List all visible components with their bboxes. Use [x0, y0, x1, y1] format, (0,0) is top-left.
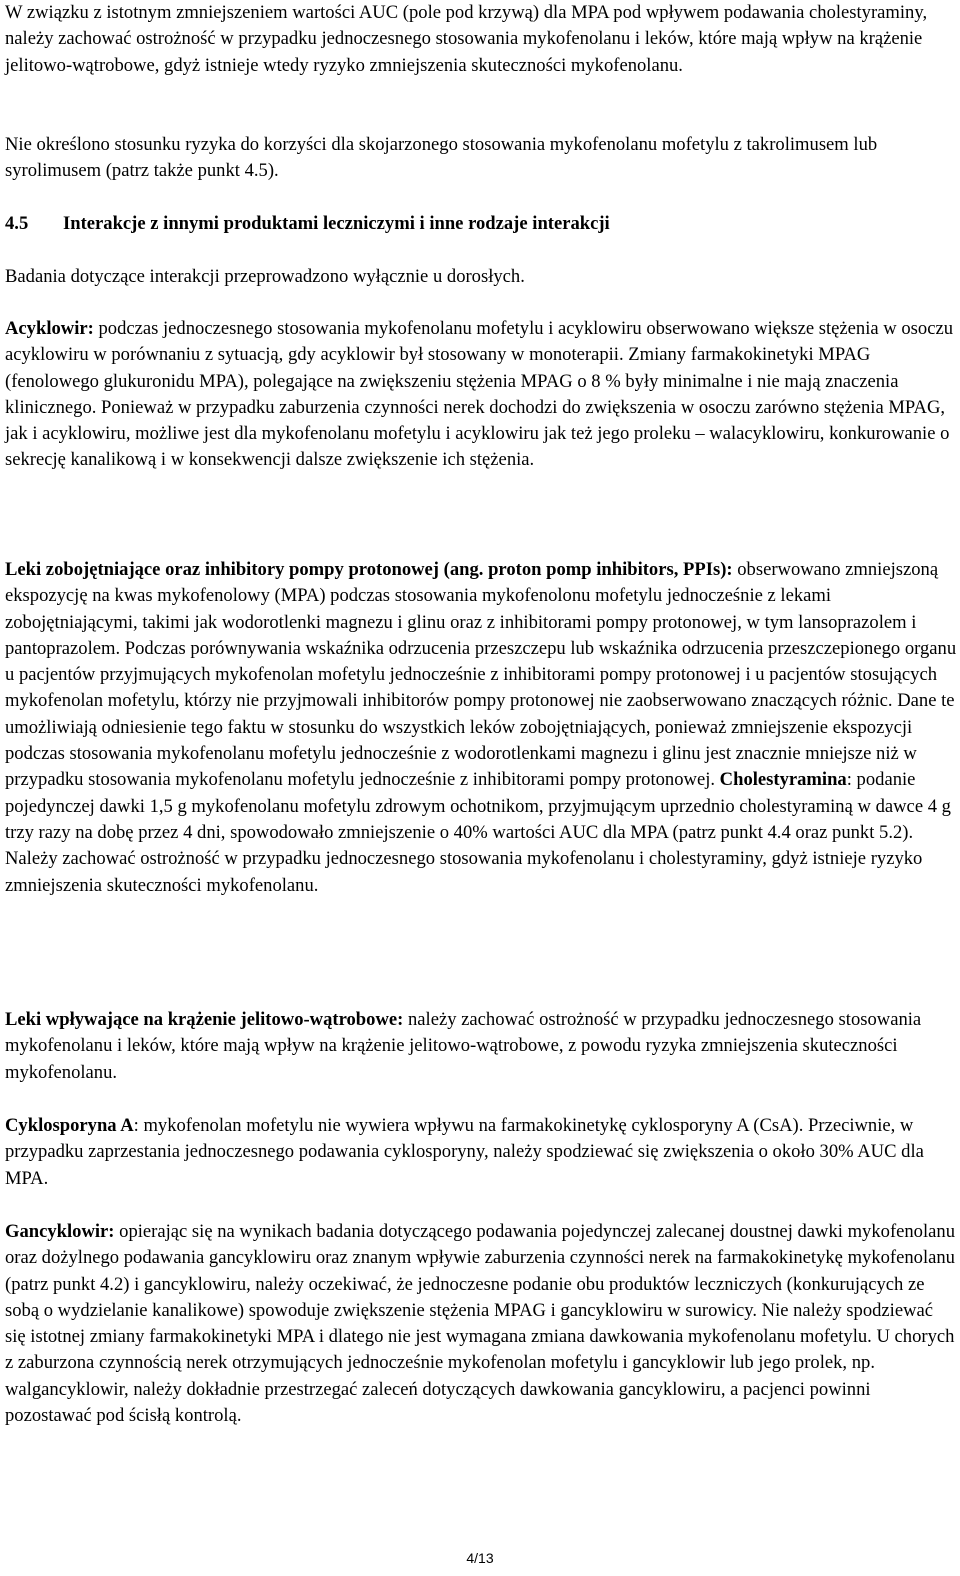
gancyklowir-label: Gancyklowir: [5, 1221, 115, 1242]
paragraph-gancyklowir [5, 1219, 957, 1429]
paragraph-risk-benefit: Nie określono stosunku ryzyka do korzyści dla skojarzonego stosowania mykofenolanu mofetylu z takrolimusem lub syrolimusem (patrz także punkt 4.5). [5, 134, 878, 182]
cyklosporyna-label: Cyklosporyna A [5, 1115, 134, 1136]
paragraph-ppi [5, 557, 957, 899]
jelitowo-label: Leki wpływające na krążenie jelitowo-wątrobowe: [5, 1009, 404, 1030]
ppi-text: obserwowano zmniejszoną ekspozycję na kwas mykofenolowy (MPA) podczas stosowania mykofenolonu mofetylu jednocześnie z lekami zobojętniającymi, takimi jak wodorotlenki magnezu i glinu oraz z inhibitorami pompy protonowej, w tym lansoprazolem i pantoprazolem. Podczas porównywania wskaźnika odrzucenia przeszczepu lub wskaźnika odrzucenia przeszczepionego organu u pacjentów przyjmujących mykofenolan mofetylu jednocześnie z inhibitorami pompy protonowej i u pacjentów stosujących mykofenolan mofetylu, którzy nie przyjmowali inhibitorów pompy protonowej nie zaobserwowano znaczących różnic. Dane te umożliwiają odniesienie tego faktu w stosunku do wszystkich leków zobojętniających, ponieważ zmniejszenie ekspozycji podczas stosowania mykofenolanu mofetylu jednocześnie z wodorotlenkami magnezu i glinu jest znacznie mniejsze niż w przypadku stosowania mykofenolanu mofetylu jednocześnie z inhibitorami pompy protonowej. [5, 559, 957, 791]
section-heading [5, 211, 610, 237]
paragraph-adults-only: Badania dotyczące interakcji przeprowadzono wyłącznie u dorosłych. [5, 266, 525, 287]
acyklowir-text: podczas jednoczesnego stosowania mykofenolanu mofetylu i acyklowiru obserwowano większe stężenia w osoczu acyklowiru w porównaniu z sytuacją, gdy acyklowir był stosowany w monoterapii. Zmiany farmakokinetyki MPAG (fenolowego glukuronidu MPA), polegające na zwiększeniu stężenia MPAG o 8 % były minimalne i nie mają znaczenia klinicznego. Ponieważ w przypadku zaburzenia czynności nerek dochodzi do zwiększenia w osoczu zarówno stężenia MPAG, jak i acyklowiru, możliwe jest dla mykofenolanu mofetylu i acyklowiru jak też jego proleku – walacyklowiru, konkurowanie o sekrecję kanalikową i w konsekwencji dalsze zwiększenie ich stężenia. [5, 318, 954, 471]
page-number: 4/13 [466, 1550, 494, 1566]
acyklowir-label: Acyklowir: [5, 318, 94, 339]
paragraph-cyklosporyna [5, 1113, 957, 1192]
paragraph-jelitowo [5, 1007, 957, 1086]
section-number: 4.5 [5, 213, 29, 234]
section-title: Interakcje z innymi produktami leczniczymi i inne rodzaje interakcji [63, 213, 610, 234]
cholestyramina-label: Cholestyramina [719, 769, 847, 791]
jelitowo-text: należy zachować ostrożność w przypadku jednoczesnego stosowania mykofenolanu i leków, które mają wpływ na krążenie jelitowo-wątrobowe, z powodu ryzyka zmniejszenia skuteczności mykofenolanu. [5, 1009, 922, 1083]
ppi-label: Leki zobojętniające oraz inhibitory pompy protonowej (ang. proton pomp inhibitors, PPIs): [5, 559, 733, 580]
paragraph-auc-warning: W związku z istotnym zmniejszeniem wartości AUC (pole pod krzywą) dla MPA pod wpływem podawania cholestyraminy, należy zachować ostrożność w przypadku jednoczesnego stosowania mykofenolanu i leków, które mają wpływ na krążenie jelitowo-wątrobowe, gdyż istnieje wtedy ryzyko zmniejszenia skuteczności mykofenolanu. [5, 2, 928, 76]
paragraph-acyklowir [5, 316, 957, 474]
gancyklowir-text: opierając się na wynikach badania dotyczącego podawania pojedynczej zalecanej doustnej dawki mykofenolanu oraz dożylnego podawania gancyklowiru oraz znanym wpływie zaburzenia czynności nerek na farmakokinetykę mykofenolanu (patrz punkt 4.2) i gancyklowiru, należy oczekiwać, że jednoczesne podanie obu produktów leczniczych (konkurujących ze sobą o wydzielanie kanalikowe) spowoduje zwiększenie stężenia MPAG i gancyklowiru w surowicy. Nie należy spodziewać się istotnej zmiany farmakokinetyki MPA i dlatego nie jest wymagana zmiana dawkowania mykofenolanu mofetylu. U chorych z zaburzona czynnością nerek otrzymujących jednocześnie mykofenolan mofetylu i gancyklowir lub jego prolek, np. walgancyklowir, należy dokładnie przestrzegać zaleceń dotyczących dawkowania gancyklowiru, a pacjenci powinni pozostawać pod ścisłą kontrolą. [5, 1221, 955, 1427]
cholestyramina-text: : podanie pojedynczej dawki 1,5 g mykofenolanu mofetylu zdrowym ochotnikom, przyjmującym uprzednio cholestyraminą w dawce 4 g trzy razy na dobę przez 4 dni, spowodowało zmniejszenie o 40% wartości AUC dla MPA (patrz punkt 4.4 oraz punkt 5.2). Należy zachować ostrożność w przypadku jednoczesnego stosowania mykofenolanu i cholestyraminy, gdyż istnieje ryzyko zmniejszenia skuteczności mykofenolanu. [5, 769, 951, 896]
cyklosporyna-text: : mykofenolan mofetylu nie wywiera wpływu na farmakokinetykę cyklosporyny A (CsA). Przeciwnie, w przypadku zaprzestania jednoczesnego podawania cyklosporyny, należy spodziewać się zwiększenia o około 30% AUC dla MPA. [5, 1115, 924, 1189]
